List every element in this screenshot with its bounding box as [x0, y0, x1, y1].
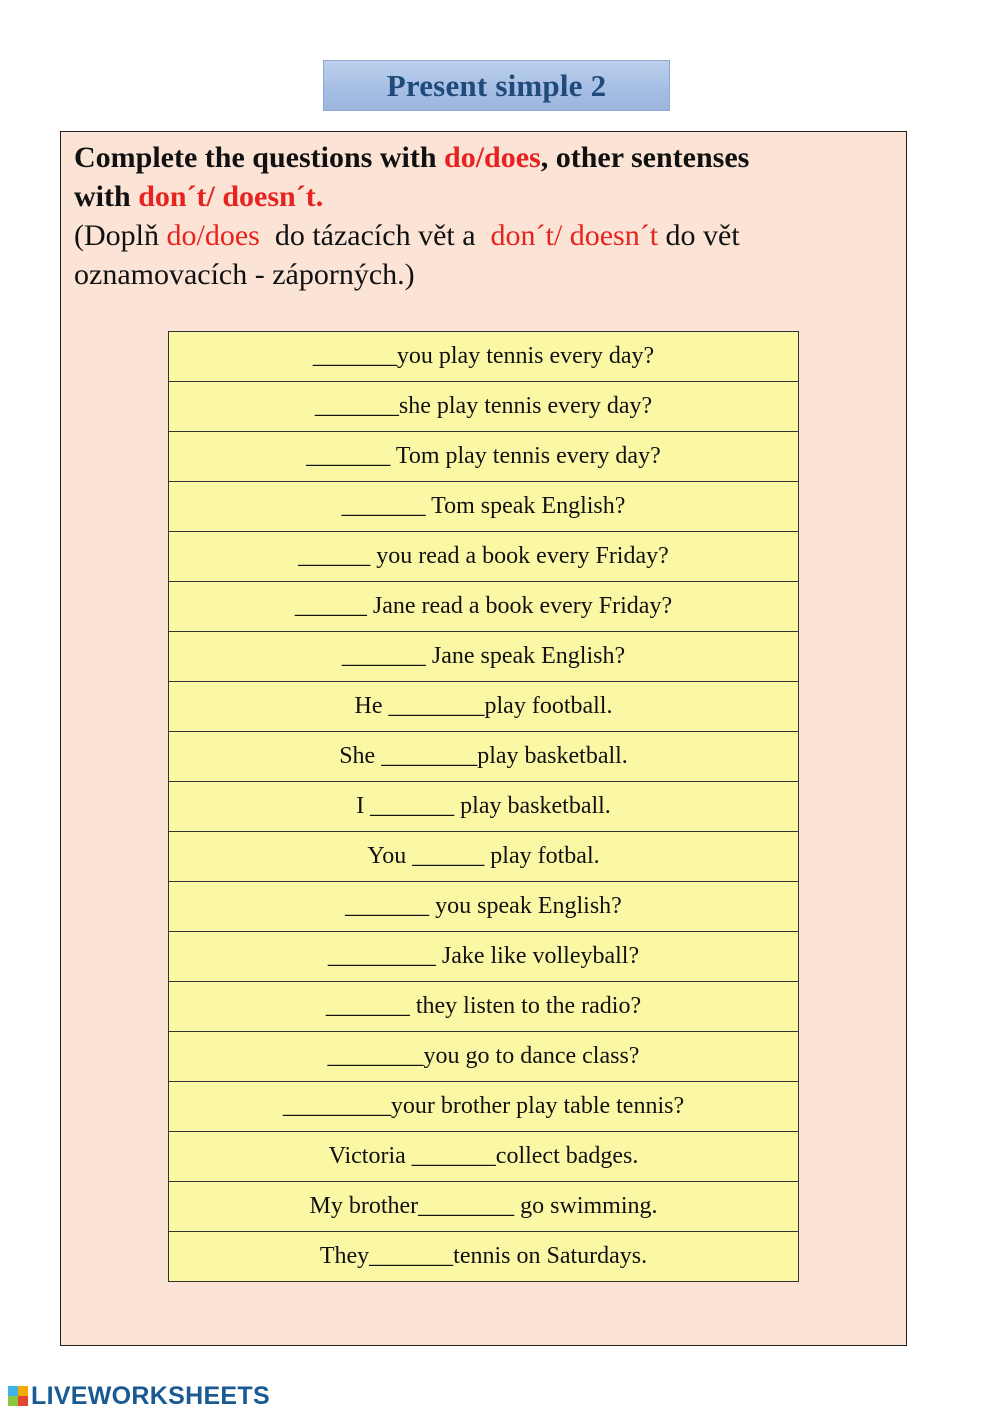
instruction-highlight: don´t/ doesn´t. — [138, 180, 324, 213]
table-row — [169, 832, 799, 882]
table-row — [169, 732, 799, 782]
table-row — [169, 332, 799, 382]
sentences-table — [168, 331, 799, 1282]
sentence-cell[interactable]: _______ Jane speak English? — [169, 632, 799, 682]
table-row — [169, 532, 799, 582]
worksheet-title: Present simple 2 — [386, 67, 607, 103]
worksheet-title-box — [323, 60, 670, 111]
sentence-cell[interactable]: _______ they listen to the radio? — [169, 982, 799, 1032]
sentence-cell[interactable]: _______ you speak English? — [169, 882, 799, 932]
table-row — [169, 432, 799, 482]
instruction-text: (Doplň — [74, 219, 167, 252]
sentence-cell[interactable]: _________ Jake like volleyball? — [169, 932, 799, 982]
logo-text: LIVEWORKSHEETS — [31, 1381, 270, 1410]
table-row — [169, 682, 799, 732]
table-row — [169, 582, 799, 632]
table-row — [169, 1132, 799, 1182]
table-row — [169, 1182, 799, 1232]
table-row — [169, 982, 799, 1032]
table-row — [169, 932, 799, 982]
liveworksheets-logo-icon — [8, 1386, 28, 1406]
table-row — [169, 1232, 799, 1282]
sentence-cell[interactable]: ______ you read a book every Friday? — [169, 532, 799, 582]
instruction-highlight: do/does — [444, 141, 541, 174]
liveworksheets-logo[interactable] — [8, 1381, 270, 1411]
instruction-highlight: do/does — [166, 219, 260, 252]
instruction-text: do tázacích vět a — [259, 219, 491, 252]
sentence-cell[interactable]: He ________play football. — [169, 682, 799, 732]
instruction-text: do vět — [658, 219, 740, 252]
table-row — [169, 882, 799, 932]
sentence-cell[interactable]: She ________play basketball. — [169, 732, 799, 782]
sentence-cell[interactable]: I _______ play basketball. — [169, 782, 799, 832]
instruction-text: Complete the questions with — [74, 141, 445, 174]
table-row — [169, 632, 799, 682]
instructions — [74, 138, 884, 294]
sentence-cell[interactable]: _______you play tennis every day? — [169, 332, 799, 382]
instruction-line-2 — [74, 177, 884, 216]
sentence-cell[interactable]: _______ Tom speak English? — [169, 482, 799, 532]
instruction-highlight: don´t/ doesn´t — [490, 219, 659, 252]
sentence-cell[interactable]: You ______ play fotbal. — [169, 832, 799, 882]
table-row — [169, 1032, 799, 1082]
instruction-text: , other sentenses — [540, 141, 750, 174]
sentence-cell[interactable]: Victoria _______collect badges. — [169, 1132, 799, 1182]
instruction-line-4: oznamovacích - záporných.) — [74, 258, 415, 291]
table-row — [169, 482, 799, 532]
sentence-cell[interactable]: My brother________ go swimming. — [169, 1182, 799, 1232]
sentence-cell[interactable]: They_______tennis on Saturdays. — [169, 1232, 799, 1282]
table-row — [169, 782, 799, 832]
table-row — [169, 382, 799, 432]
sentence-cell[interactable]: _________your brother play table tennis? — [169, 1082, 799, 1132]
table-row — [169, 1082, 799, 1132]
instruction-line-1 — [74, 138, 884, 177]
sentence-cell[interactable]: ______ Jane read a book every Friday? — [169, 582, 799, 632]
sentence-cell[interactable]: _______she play tennis every day? — [169, 382, 799, 432]
instruction-line-3 — [74, 216, 884, 255]
instruction-text: with — [74, 180, 139, 213]
sentence-cell[interactable]: _______ Tom play tennis every day? — [169, 432, 799, 482]
sentence-cell[interactable]: ________you go to dance class? — [169, 1032, 799, 1082]
